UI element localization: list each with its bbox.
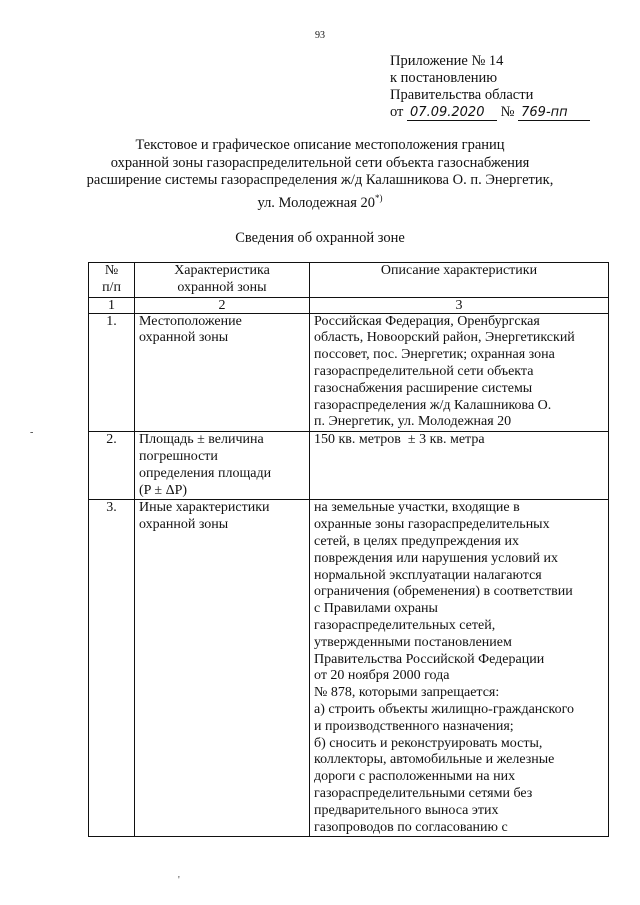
title-line-3: расширение системы газораспределения ж/д Калашникова О. п. Энергетик, [86,172,554,188]
table-row [89,313,609,432]
header-num-line: № [104,263,119,278]
row-number: 2. [89,432,135,500]
description-line: Российская Федерация, Оренбургская [314,313,540,329]
section-subtitle: Сведения об охранной зоне [235,230,405,246]
index-cell: 1 [89,297,135,313]
header-num-line: п/п [102,279,121,295]
description-line: газораспределительных сетей, [314,617,496,633]
annex-number-prefix: № [500,104,515,120]
characteristic-line: Площадь ± величина [139,432,264,448]
header-characteristic-line: охранной зоны [177,279,267,295]
title-line-4 [0,190,640,212]
row-description [310,313,609,432]
annex-line-2: к постановлению [390,70,498,86]
scan-speck: ' [178,875,180,886]
annex-block [390,53,590,121]
title-line-4-text: ул. Молодежная 20 [257,194,376,211]
row-description [310,432,609,500]
description-line: газораспределительными сетями без [314,785,533,801]
description-line: ограничения (обременения) в соответствии [314,584,573,600]
annex-date-prefix: от [390,104,404,120]
annex-date-line [390,104,590,121]
description-line: область, Новоорский район, Энергетикский [314,330,575,346]
description-line: газопроводов по согласованию с [314,819,508,835]
description-line: поссовет, пос. Энергетик; охранная зона [314,347,555,363]
description-line: газоснабжения расширение системы [314,380,533,396]
index-cell: 3 [310,297,609,313]
description-line: 150 кв. метров ± 3 кв. метра [314,432,485,448]
table-row [89,432,609,500]
description-line: нормальной эксплуатации налагаются [314,567,542,583]
row-number: 1. [89,313,135,432]
characteristic-line: охранной зоны [139,517,229,533]
scan-speck: - [30,427,34,438]
description-line: п. Энергетик, ул. Молодежная 20 [314,414,512,430]
table-index-row [89,297,609,313]
description-line: газораспределения ж/д Калашникова О. [314,397,552,413]
title-line-2: охранной зоны газораспределительной сети объекта газоснабжения [110,154,530,171]
description-line: и производственного назначения; [314,718,514,734]
row-characteristic [135,313,310,432]
page-number: 93 [315,30,325,41]
row-characteristic [135,432,310,500]
characteristic-line: охранной зоны [139,330,229,346]
description-line: на земельные участки, входящие в [314,500,520,516]
annex-number-value: 769-пп [518,105,590,121]
header-characteristic-line: Характеристика [174,263,270,278]
description-line: а) строить объекты жилищно-гражданского [314,701,574,717]
description-line: повреждения или нарушения условий их [314,550,558,566]
row-characteristic [135,500,310,837]
header-description-line: Описание характеристики [380,263,538,278]
description-line: предварительного выноса этих [314,802,499,818]
row-number: 3. [89,500,135,837]
title-footnote-mark: *) [375,192,383,203]
characteristic-line: Иные характеристики [139,500,270,516]
zone-info-table [88,262,609,837]
table-header-row [89,263,609,298]
description-line: утвержденными постановлением [314,634,512,650]
description-line: от 20 ноября 2000 года [314,668,450,684]
description-line: с Правилами охраны [314,601,438,617]
description-line: Правительства Российской Федерации [314,651,545,667]
description-line: коллекторы, автомобильные и железные [314,752,555,768]
characteristic-line: (P ± ΔP) [139,482,188,498]
table-row [89,500,609,837]
description-line: № 878, которыми запрещается: [314,685,500,701]
document-title [0,137,640,212]
description-line: сетей, в целях предупреждения их [314,533,519,549]
row-description [310,500,609,837]
title-line-1: Текстовое и графическое описание местоположения границ [135,137,505,153]
characteristic-line: определения площади [139,465,272,481]
header-characteristic [135,263,310,298]
header-num [89,263,135,298]
characteristic-line: погрешности [139,448,218,464]
header-description [310,263,609,298]
description-line: газораспределительной сети объекта [314,363,534,379]
annex-line-3: Правительства области [390,87,534,103]
description-line: дороги с расположенными на них [314,769,516,785]
description-line: б) сносить и реконструировать мосты, [314,735,543,751]
description-line: охранные зоны газораспределительных [314,517,550,533]
characteristic-line: Местоположение [139,313,242,329]
index-cell: 2 [135,297,310,313]
annex-line-1: Приложение № 14 [390,53,504,69]
annex-date-value: 07.09.2020 [407,105,497,121]
